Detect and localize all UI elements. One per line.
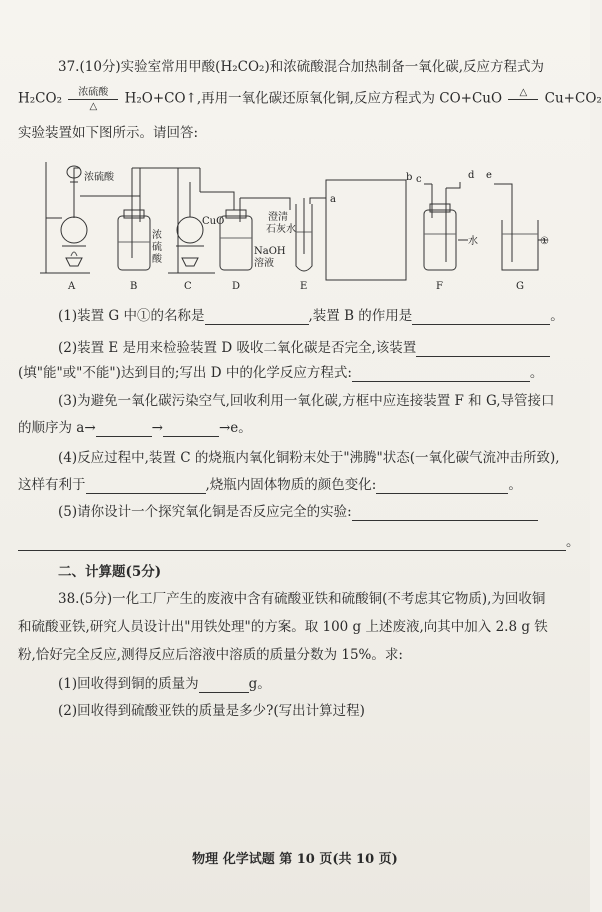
label-circle-1: ① (540, 236, 549, 247)
q3-blank-1[interactable] (96, 422, 152, 437)
label-limewater-2: 石灰水 (266, 224, 296, 235)
label-conc-h2so4-1: 浓 (152, 230, 162, 241)
q1-text-b: ,装置 B 的作用是 (308, 308, 413, 324)
q3-end: →e。 (218, 420, 252, 436)
apparatus-diagram (40, 158, 560, 298)
q2-blank-1[interactable] (416, 342, 550, 357)
q4-text-c: ,烧瓶内固体物质的颜色变化: (205, 477, 377, 493)
label-conc-h2so4-2: 硫 (152, 242, 162, 253)
q2-end: 。 (529, 365, 544, 381)
port-e: e (486, 170, 492, 181)
label-E: E (300, 281, 308, 292)
q38-line3: 粉,恰好完全反应,测得反应后溶液中溶质的质量分数为 15%。求: (18, 647, 403, 663)
q3-arrow: → (151, 420, 163, 436)
q5-text-a: (5)请你设计一个探究氧化铜是否反应完全的实验: (58, 504, 352, 520)
page-footer: 物理 化学试题 第 10 页(共 10 页) (192, 852, 398, 867)
port-a: a (330, 194, 336, 205)
q37-sub1 (58, 307, 564, 325)
q2-blank-2[interactable] (352, 367, 530, 382)
q2-text-b: (填"能"或"不能")达到目的;写出 D 中的化学反应方程式: (18, 365, 352, 381)
q4-end: 。 (508, 477, 522, 493)
q1-text-a: (1)装置 G 中①的名称是 (58, 308, 205, 324)
label-conc-h2so4-3: 酸 (152, 254, 162, 265)
label-G: G (516, 281, 524, 292)
label-A: A (68, 281, 76, 292)
q1-blank-2[interactable] (412, 310, 550, 325)
port-d: d (468, 170, 475, 181)
label-limewater-1: 澄清 (268, 212, 288, 223)
q38-line2: 和硫酸亚铁,研究人员设计出"用铁处理"的方案。取 100 g 上述废液,向其中加入 2.8 g 铁 (18, 619, 548, 635)
q37-sub5 (58, 503, 538, 521)
apparatus-A (40, 162, 140, 292)
q37-sub4-line1: (4)反应过程中,装置 C 的烧瓶内氧化铜粉末处于"沸腾"状态(一氧化碳气流冲击所致), (58, 450, 560, 466)
q37-line2-mid: ,再用一氧化碳还原氧化铜,反应方程式为 CO+CuO (196, 90, 503, 107)
label-C: C (184, 281, 192, 292)
q38-blank-1[interactable] (199, 678, 249, 693)
label-cuo: CuO (202, 216, 225, 227)
q2-text-a: (2)装置 E 是用来检验装置 D 吸收二氧化碳是否完全,该装置 (58, 340, 417, 356)
q37-sub2-line1 (58, 339, 550, 357)
q4-text-b: 这样有利于 (18, 477, 86, 493)
q3-blank-2[interactable] (163, 422, 219, 437)
eq1-arrow (66, 86, 120, 112)
q3-text-b: 的顺序为 a→ (18, 420, 96, 436)
q38-sub2: (2)回收得到硫酸亚铁的质量是多少?(写出计算过程) (58, 703, 365, 719)
eq1-lhs: H₂CO₂ (18, 90, 62, 107)
q37-sub4-line2 (18, 476, 522, 494)
q5-blank-1[interactable] (352, 506, 538, 521)
eq2-bar (508, 99, 538, 100)
q38-s1-unit: g。 (248, 676, 271, 692)
blank-box (326, 180, 406, 280)
eq2-heat: △ (519, 87, 528, 98)
eq1-catalyst: 浓硫酸 (78, 87, 109, 98)
q37-sub3-line2 (18, 419, 252, 437)
label-conc-acid: 浓硫酸 (84, 172, 114, 183)
label-B: B (130, 281, 138, 292)
q1-end: 。 (550, 308, 564, 324)
q37-line3: 实验装置如下图所示。请回答: (18, 125, 199, 141)
apparatus-C (168, 168, 234, 292)
q38-sub1 (58, 675, 271, 693)
q37-sub3-line1: (3)为避免一氧化碳污染空气,回收利用一氧化碳,方框中应连接装置 F 和 G,导管接口 (58, 393, 555, 409)
eq1-heat: △ (89, 101, 98, 112)
q1-blank-1[interactable] (205, 310, 309, 325)
label-D: D (232, 281, 241, 292)
eq2-arrow (506, 86, 540, 112)
q38-s1-text: (1)回收得到铜的质量为 (58, 676, 199, 692)
port-c: c (416, 174, 422, 185)
label-naoh: NaOH (254, 246, 286, 257)
label-F: F (436, 281, 443, 292)
q38-line1: 38.(5分)一化工厂产生的废液中含有硫酸亚铁和硫酸铜(不考虑其它物质),为回收铜 (58, 591, 546, 607)
eq2-rhs: Cu+CO₂ (544, 90, 602, 107)
q37-sub5-line2 (18, 533, 580, 551)
label-water: 水 (468, 236, 478, 247)
apparatus-G (486, 170, 549, 292)
q37-sub2-line2 (18, 364, 543, 382)
q5-end: 。 (566, 534, 580, 550)
section2-title: 二、计算题(5分) (58, 564, 162, 580)
eq1-rhs: H₂O+CO↑ (124, 90, 197, 107)
label-solution: 溶液 (254, 258, 274, 269)
q5-blank-2[interactable] (18, 536, 566, 551)
q4-blank-2[interactable] (376, 479, 508, 494)
q4-blank-1[interactable] (86, 479, 206, 494)
q37-equations (18, 86, 602, 112)
port-b: b (406, 172, 413, 183)
apparatus-F (406, 170, 478, 292)
q37-line1: 37.(10分)实验室常用甲酸(H₂CO₂)和浓硫酸混合加热制备一氧化碳,反应方程式为 (58, 59, 544, 75)
